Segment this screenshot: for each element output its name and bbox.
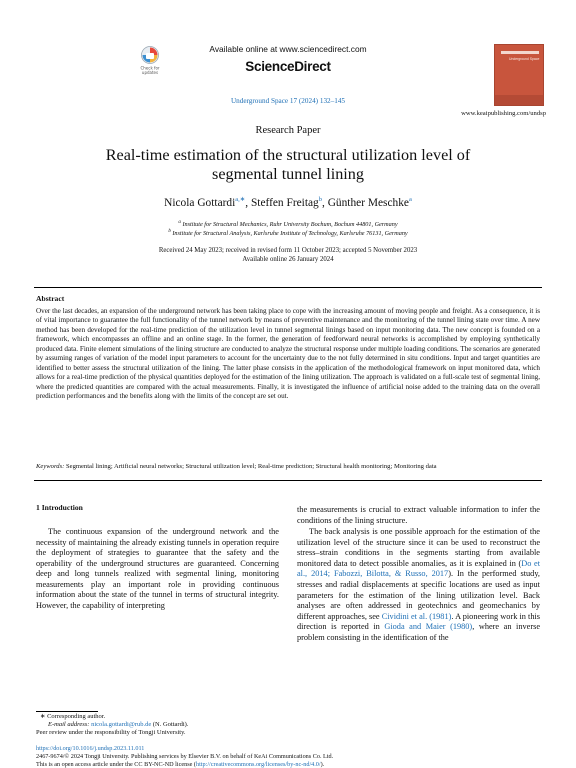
author-1[interactable]: Nicola Gottardi <box>164 196 236 209</box>
footnote-divider <box>36 711 98 712</box>
badge-text-1: Check for <box>140 65 160 71</box>
citation-link[interactable]: Do et al., 2014; Fabozzi, Bilotta, & Russo, 2017 <box>297 558 540 579</box>
copyright-line: 2467-9674/© 2024 Tongji University. Publishing services by Elsevier B.V. on behalf of KeAi Communications Co. Ltd. <box>36 753 334 760</box>
affiliation-1: $^a$ Institute for Structural Mechanics, Ruhr University Bochum, Bochum 44801, Germany <box>178 220 398 229</box>
section-heading: 1 Introduction <box>36 503 83 512</box>
title-line-2: segmental tunnel lining <box>212 165 364 183</box>
cover-title-bar <box>501 51 539 54</box>
received-dates: Received 24 May 2023; received in revised form 11 October 2023; accepted 5 November 2023 <box>158 247 418 254</box>
citation-link[interactable]: Gioda and Maier (1980) <box>384 622 473 632</box>
online-date: Available online 26 January 2024 <box>242 256 334 263</box>
cover-title: Underground Space <box>509 57 540 61</box>
corresponding-author-note: ∗ Corresponding author. <box>40 713 106 720</box>
publisher-url[interactable]: www.keaipublishing.com/undsp <box>461 110 546 117</box>
license-line: This is an open access article under the CC BY-NC-ND license (http://creativecommons.org/licenses/by-nc-nd/4.0/). <box>36 761 325 768</box>
peer-review-note: Peer review under the responsibility of Tongji University. <box>36 729 186 736</box>
author-2[interactable]: , Steffen Freitag <box>245 196 319 209</box>
author-3-affiliation[interactable]: a <box>409 196 412 203</box>
journal-reference-link[interactable]: Underground Space 17 (2024) 132–145 <box>230 97 346 105</box>
license-link[interactable]: http://creativecommons.org/licenses/by-nc-nd/4.0/ <box>195 761 321 768</box>
intro-left-column: The continuous expansion of the underground network and the necessity of maintaining the already existing tunnels in operation require the deployment of strategies to guarantee that the safety and the operability of the underground structures are guaranteed. Concerning deep and long tunnels realized with segmental lining, monitoring measurements play an important role in providing continuous information about the state of the tunnel in terms of structural integrity. However, the capability of interpreting <box>36 527 279 611</box>
article-title <box>40 146 536 184</box>
abstract-text: Over the last decades, an expansion of the underground network has been taking place to cope with the increasing amount of moving people and freight. As a consequence, it is of vital importance to guarantee the full functionality of the tunnel network by means of preventive maintenance and the monitoring of the tunnel lining state over time. A new method has been developed for the real-time prediction of the utilization level in tunnel segmental linings based on input monitoring data. The new concept is founded on a framework, which encompasses an offline and an online stage. In the former, the generation of feedforward neural networks is accomplished by employing synthetically produced data. Finite element simulations of the lining structure are conducted to analyze the structural response under multiple loading conditions. The scenarios are generated by assuming ranges of variation of the model input parameters to account for the uncertainty due to the not fully determined in situ conditions. Input and target quantities are identified to better assess the structural utilization of the lining. The latter phase consists in the application of the methodological framework on input monitored data, which allows for a real-time prediction of the physical quantities deployed for the estimation of the lining utilization. The approach is validated on a full-scale test of segmental lining, where the predicted quantities are compared with the actual measurements. Finally, it is investigated the influence of artificial noise added to the training data on the overall prediction performances and the benefits along with the limits of the concept are set out. <box>36 307 540 401</box>
cover-band <box>495 95 543 105</box>
citation-link[interactable]: Cividini et al. (1981) <box>381 611 452 621</box>
affiliation-2: $^b$ Institute for Structural Analysis, Karlsruhe Institute of Technology, Karlsruhe 76131, Germany <box>168 229 408 238</box>
badge-text-2: updates <box>141 70 159 75</box>
available-online-text: Available online at www.sciencedirect.com <box>209 44 367 54</box>
author-2-affiliation[interactable]: b <box>318 196 322 203</box>
journal-cover-image <box>494 44 544 106</box>
article-type: Research Paper <box>255 125 321 136</box>
abstract-heading: Abstract <box>36 294 65 303</box>
paragraph: the measurements is crucial to extract valuable information to infer the conditions of the lining structure. <box>297 505 540 525</box>
author-1-affiliation[interactable]: a,∗ <box>235 196 246 203</box>
divider <box>34 287 542 288</box>
divider <box>34 480 542 481</box>
sciencedirect-logo: ScienceDirect <box>245 59 331 74</box>
intro-right-column <box>297 505 540 645</box>
email-note: E-mail address: nicola.gottardi@rub.de (N. Gottardi). <box>48 721 189 728</box>
author-list <box>0 195 576 209</box>
keywords-list: Segmental lining; Artificial neural networks; Structural utilization level; Real-time prediction; Structural health monitoring; Monitoring data <box>65 463 437 470</box>
paragraph: The back analysis is one possible approach for the estimation of the utilization level of the structure since it can be used to reconstruct the stress–strain conditions in the segments starting from available monitored data to detect possible anomalies, as it is explained in (Do et al., 2014; Fabozzi, Bilotta, & Russo, 2017). In the performed study, stresses and radial displacements at specific locations are used as input parameters for the estimation of the lining utilization level. Back analyses are often addressed in geotechnics and geomechanics by different approaches, see Cividini et al. (1981). A pioneering work in this direction is reported in Gioda and Maier (1980), where an inverse problem consisting in the identification of the <box>297 527 541 642</box>
keywords <box>36 463 540 470</box>
email-link[interactable]: nicola.gottardi@rub.de <box>91 721 152 728</box>
title-line-1: Real-time estimation of the structural utilization level of <box>105 146 471 164</box>
doi-link[interactable]: https://doi.org/10.1016/j.undsp.2023.11.011 <box>36 745 145 752</box>
author-3[interactable]: , Günther Meschke <box>322 196 409 209</box>
keywords-label: Keywords: <box>36 463 65 470</box>
